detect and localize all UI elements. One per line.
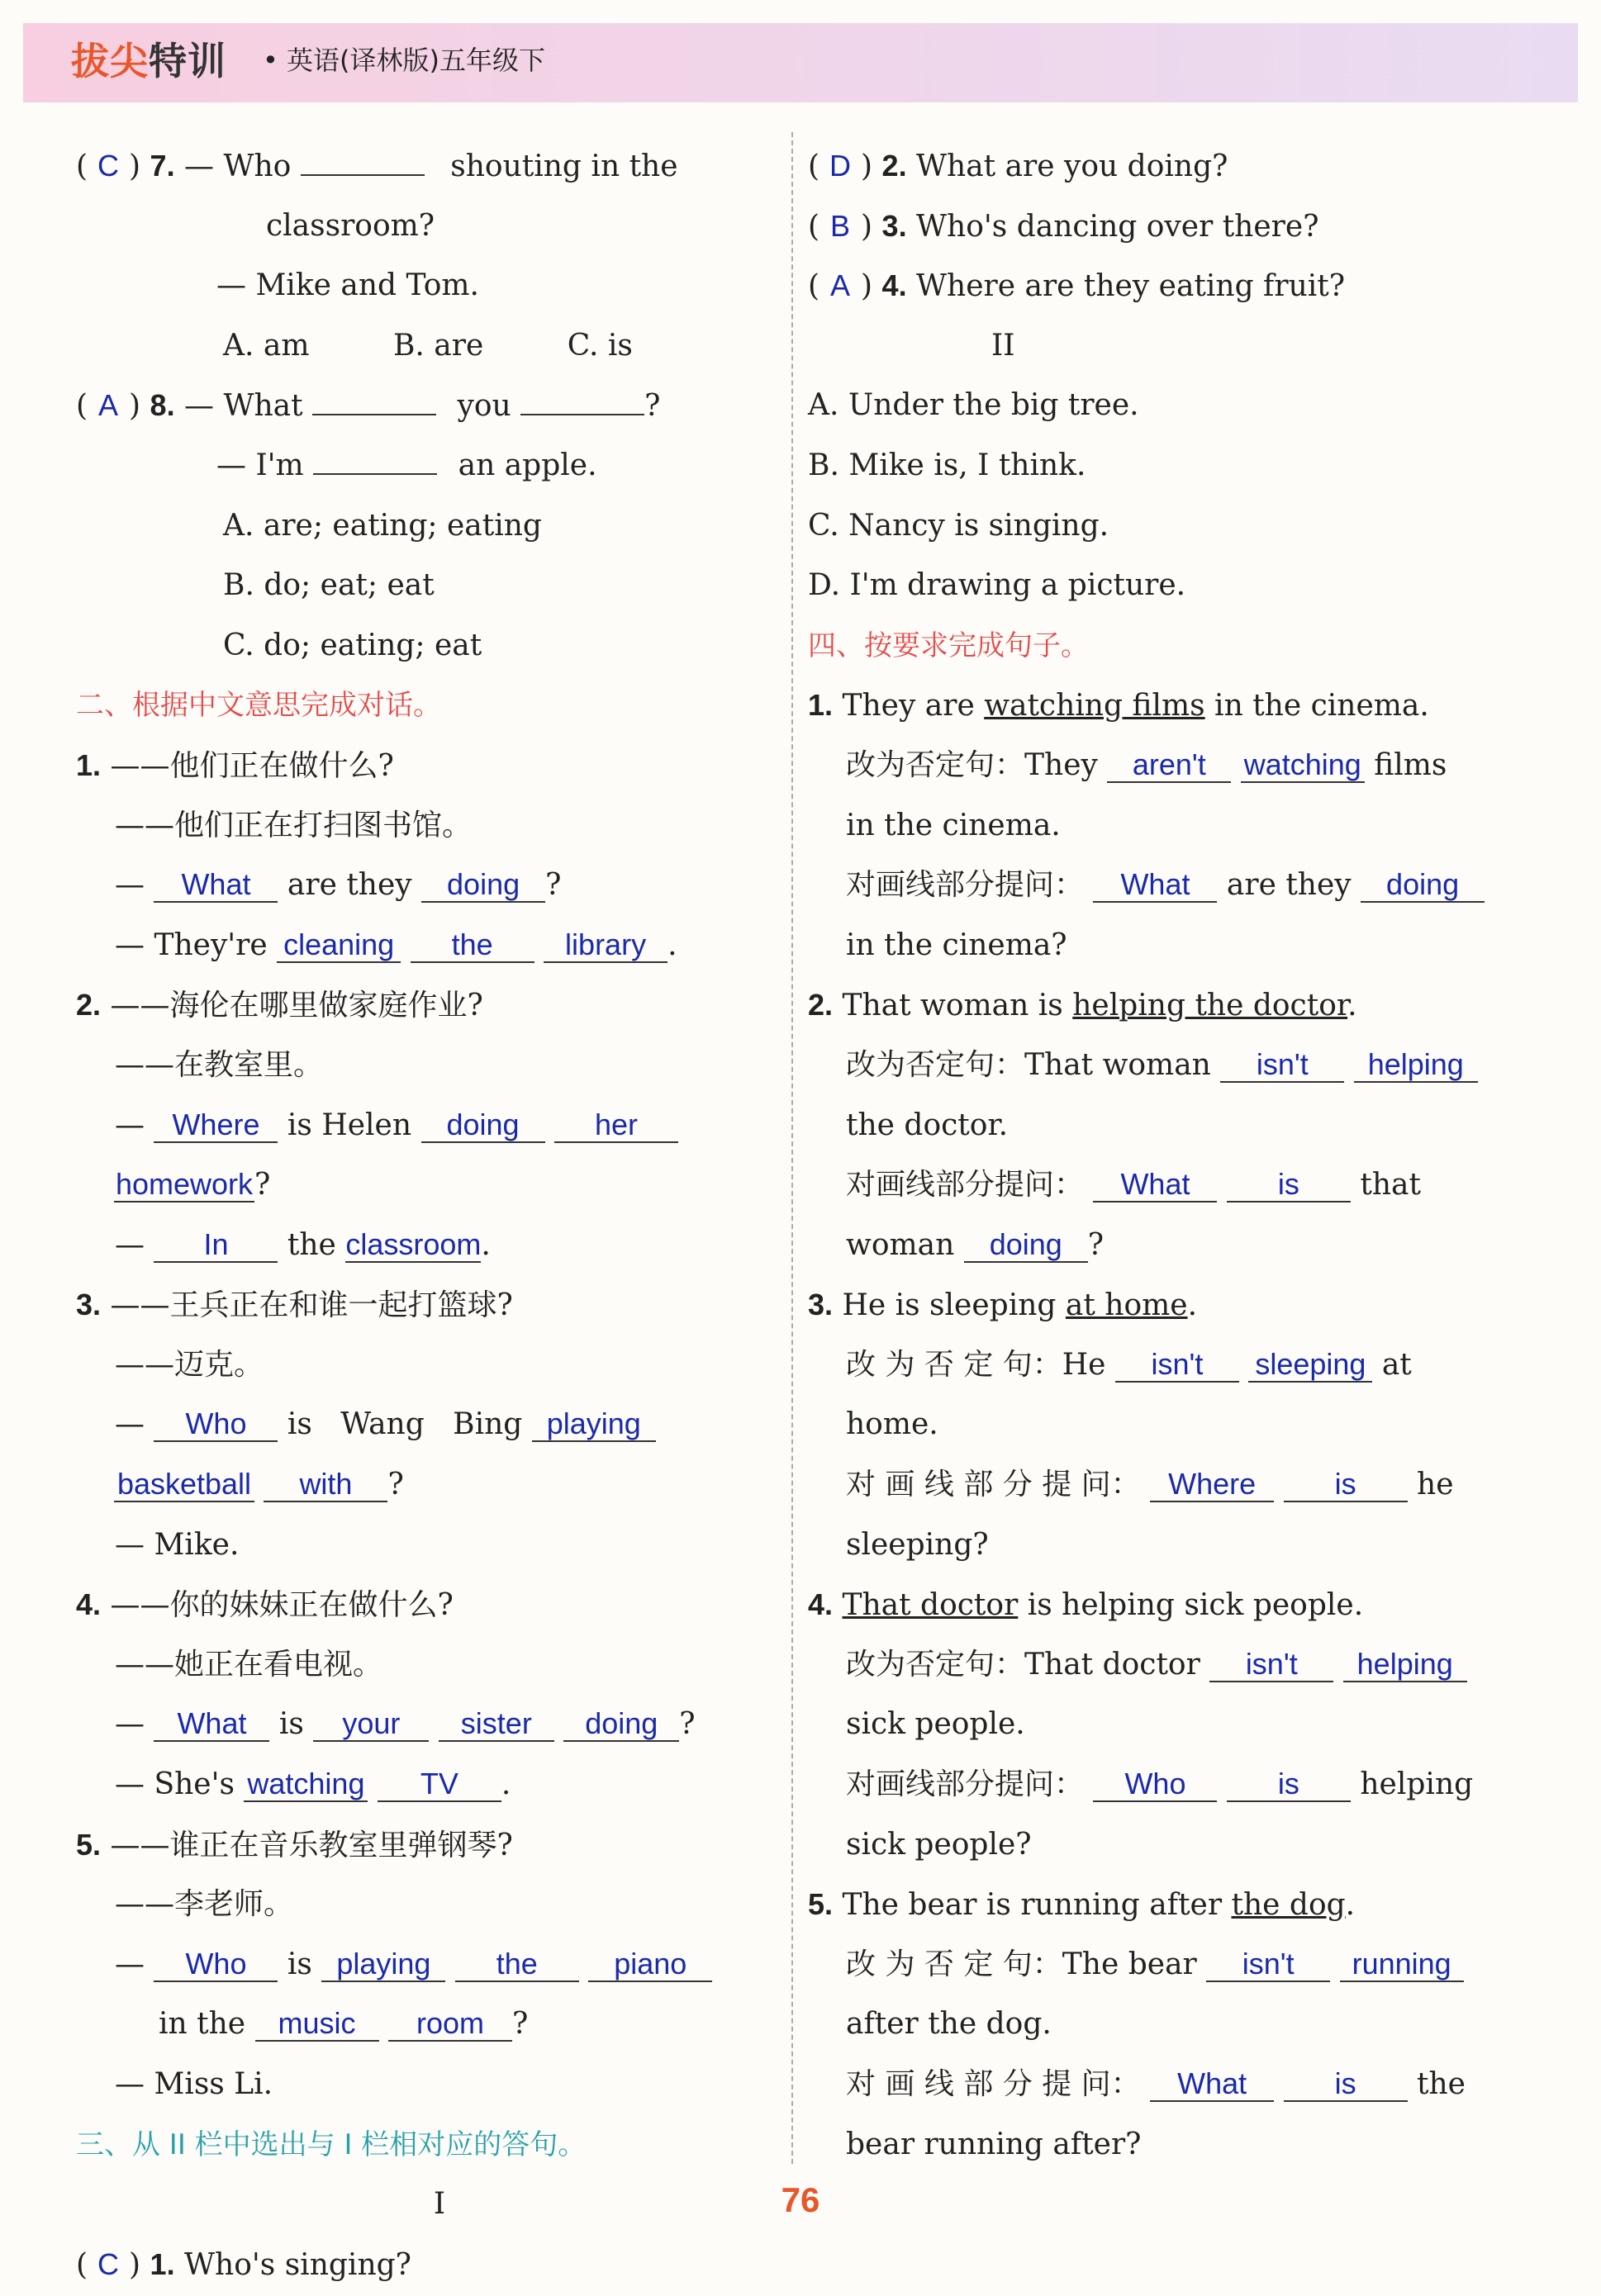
answer-blank[interactable]: What (1093, 868, 1217, 903)
answer-blank[interactable]: is (1284, 1468, 1408, 1502)
question-line (808, 1755, 1535, 1815)
dialogue-line: — In the classroom. (115, 1226, 491, 1262)
answer-blank[interactable]: the (411, 928, 534, 963)
sentence-text: after the dog. (846, 2007, 1052, 2042)
answer-blank[interactable] (312, 414, 436, 415)
dialogue-line (76, 1995, 803, 2055)
dialogue-text: in the (159, 2007, 246, 2042)
dialogue-text: — Miss Li. (115, 2067, 273, 2101)
question-text: shouting in the (450, 149, 678, 183)
dialogue-3 (76, 1275, 803, 1335)
answer-blank[interactable]: isn't (1220, 1048, 1344, 1083)
question-8: ( A ) 8. — What you ? (76, 376, 803, 436)
sentence-text: They are (842, 689, 985, 723)
match-3: ( B ) 3. Who's dancing over there? (808, 197, 1535, 257)
dialogue-text: ? (254, 1168, 271, 1203)
answer-blank[interactable]: cleaning (277, 928, 401, 963)
answer-blank[interactable]: helping (1343, 1648, 1467, 1682)
answer-blank[interactable] (301, 174, 425, 176)
instruction-text: 改 为 否 定 句：He (846, 1347, 1106, 1382)
sentence-3 (808, 1275, 1535, 1335)
sentence-text: . (1187, 1288, 1198, 1323)
sentence-text: the doctor. (846, 1108, 1009, 1142)
dialogue-line (76, 1455, 803, 1516)
answer-blank[interactable]: with (264, 1468, 387, 1502)
dialogue-2 (76, 975, 803, 1036)
options (76, 316, 803, 377)
answer-blank[interactable]: helping (1354, 1048, 1478, 1083)
question-text: an apple. (458, 448, 597, 482)
chinese-prompt: ——在教室里。 (115, 1047, 324, 1082)
sentence-text: He is sleeping (842, 1288, 1066, 1323)
instruction-text: 改为否定句：They (846, 747, 1098, 782)
answer-blank[interactable]: Where (1150, 1468, 1274, 1502)
dialogue-text: are they (287, 868, 412, 903)
underlined-text: helping the doctor (1072, 989, 1348, 1023)
sentence-4 (808, 1575, 1535, 1635)
question-number: 4. (76, 1587, 102, 1622)
page-header (23, 23, 1578, 102)
sentence-text: ? (1087, 1227, 1105, 1262)
dialogue-line (76, 916, 803, 976)
chinese-prompt: ——谁正在音乐教室里弹钢琴? (110, 1828, 513, 1862)
brand-a: 拔尖 (71, 39, 149, 83)
sentence-text: films (1374, 747, 1447, 782)
dialogue-text: is (278, 1707, 304, 1742)
question-text: — I'm (216, 448, 304, 482)
chinese-prompt: ——她正在看电视。 (115, 1647, 383, 1682)
answer-blank[interactable]: room (388, 2007, 512, 2042)
answer-blank[interactable]: Who (1093, 1767, 1217, 1802)
underlined-text: at home (1065, 1288, 1188, 1323)
sentence-text: sleeping? (846, 1527, 989, 1562)
answer-blank[interactable]: isn't (1115, 1348, 1239, 1383)
negative-line (808, 1335, 1535, 1396)
answer-blank[interactable]: playing (321, 1947, 445, 1982)
question-text: What are you doing? (916, 149, 1228, 183)
dialogue-text: . (481, 1227, 491, 1262)
negative-line (808, 1036, 1535, 1096)
question-text (76, 436, 803, 496)
answer-blank[interactable]: is (1227, 1168, 1351, 1203)
negative-line (808, 736, 1535, 796)
question-number: 5. (808, 1887, 834, 1922)
dialogue-text: is Helen (287, 1108, 412, 1142)
sentence-text: in the cinema. (1204, 689, 1429, 723)
dialogue-text: ? (679, 1707, 696, 1742)
sentence-text: the (1417, 2067, 1466, 2101)
answer-blank[interactable]: sister (439, 1707, 554, 1742)
question-text: ? (644, 389, 661, 424)
instruction-text: 对 画 线 部 分 提 问： (846, 2067, 1141, 2101)
sentence-text: sick people. (846, 1707, 1025, 1742)
answer-blank[interactable]: is (1227, 1767, 1351, 1802)
answer-choice: A (98, 388, 119, 423)
question-number: 3. (881, 208, 907, 243)
question-number: 8. (150, 388, 175, 423)
dialogue-line: — What are they doing ? (115, 867, 562, 903)
dialogue-line: — Where is Helen doing her (76, 1096, 803, 1156)
sentence-2 (808, 975, 1535, 1036)
answer-blank[interactable]: isn't (1209, 1648, 1333, 1682)
sentence-text: is helping sick people. (1018, 1588, 1364, 1623)
sentence-text: in the cinema? (846, 927, 1067, 962)
answer-blank[interactable]: watching (244, 1767, 368, 1802)
question-line (808, 1155, 1535, 1216)
answer-choice: A (830, 268, 851, 303)
question-number: 1. (76, 747, 102, 782)
answer-choice: C (97, 2246, 120, 2281)
question-number: 2. (76, 988, 102, 1022)
dialogue-line (76, 1755, 803, 1815)
question-text: you (457, 389, 511, 424)
answer-blank[interactable]: What (1093, 1168, 1217, 1203)
answer-blank[interactable] (520, 414, 644, 415)
option-a: A. Under the big tree. (808, 388, 1139, 423)
instruction-text: 对画线部分提问： (846, 1767, 1085, 1802)
match-1: ( C ) 1. Who's singing? (76, 2235, 803, 2295)
option-a: A. are; eating; eating (223, 508, 542, 543)
sentence-1 (808, 676, 1535, 736)
section-title-4: 四、按要求完成句子。 (808, 629, 1089, 662)
question-number: 5. (76, 1827, 102, 1862)
sentence-5 (808, 1875, 1535, 1935)
chinese-prompt: ——他们正在做什么? (110, 748, 394, 783)
answer-choice: D (829, 149, 852, 183)
question-number: 2. (881, 149, 907, 183)
answer-blank[interactable]: the (455, 1947, 579, 1982)
sentence-text: helping (1360, 1767, 1474, 1802)
question-number: 3. (76, 1288, 102, 1322)
book-subtitle: • 英语(译林版)五年级下 (263, 45, 546, 76)
match-2: ( D ) 2. What are you doing? (808, 136, 1535, 197)
instruction-text: 改 为 否 定 句：The bear (846, 1947, 1197, 1981)
dialogue-text: — She's (115, 1767, 235, 1802)
question-text: — What (184, 389, 303, 424)
question-line (808, 856, 1535, 916)
chinese-prompt: ——迈克。 (115, 1347, 264, 1382)
answer-blank[interactable]: playing (532, 1407, 656, 1442)
question-text: classroom? (266, 208, 435, 243)
answer-blank[interactable]: piano (588, 1947, 712, 1982)
instruction-text: 改为否定句：That doctor (846, 1647, 1200, 1682)
sentence-text: That woman is (842, 989, 1073, 1023)
question-number: 1. (808, 688, 834, 723)
dialogue-text: is Wang Bing (287, 1407, 523, 1442)
chinese-prompt: ——海伦在哪里做家庭作业? (110, 989, 483, 1023)
answer-blank[interactable]: What (154, 1707, 269, 1742)
dialogue-5 (76, 1815, 803, 1876)
dialogue-text: ? (512, 2007, 529, 2042)
dialogue-line: — Who is Wang Bing playing (76, 1395, 803, 1455)
answer-blank[interactable]: music (255, 2007, 379, 2042)
underlined-text: watching films (984, 689, 1205, 723)
answer-blank[interactable]: library (544, 928, 667, 963)
sentence-text: in the cinema. (846, 808, 1061, 842)
sentence-text: home. (846, 1407, 938, 1442)
answer-blank[interactable]: doing (563, 1707, 679, 1742)
dialogue-text: — Mike. (115, 1527, 240, 1562)
dialogue-line: — What is your sister doing ? (115, 1706, 696, 1742)
answer-blank[interactable]: aren't (1107, 748, 1231, 783)
sentence-text: bear running after? (846, 2127, 1142, 2161)
answer-blank[interactable]: classroom (345, 1226, 482, 1261)
chinese-prompt: ——你的妹妹正在做什么? (110, 1588, 454, 1623)
dialogue-line: — Who is playing the piano (76, 1935, 803, 1995)
answer-blank[interactable]: sleeping (1248, 1348, 1372, 1383)
option-b: B. are (392, 328, 484, 363)
dialogue-text: — They're (115, 927, 268, 962)
sentence-text: are they (1226, 868, 1352, 903)
dialogue-text: ? (387, 1468, 404, 1502)
option-d: D. I'm drawing a picture. (808, 568, 1186, 603)
answer-blank[interactable]: doing (964, 1228, 1088, 1263)
dialogue-text: . (667, 927, 677, 962)
answer-blank[interactable]: her (554, 1108, 678, 1143)
answer-choice: C (97, 149, 120, 183)
column-label-2: II (991, 328, 1015, 363)
answer-blank[interactable]: your (313, 1707, 429, 1742)
option-b: B. do; eat; eat (223, 568, 435, 603)
answer-blank[interactable]: is (1284, 2067, 1408, 2102)
option-b: B. Mike is, I think. (808, 448, 1086, 482)
answer-blank[interactable]: doing (421, 1108, 545, 1143)
answer-blank[interactable]: TV (378, 1767, 501, 1802)
underlined-text: the dog (1231, 1888, 1346, 1923)
question-text: — Mike and Tom. (216, 268, 479, 303)
chinese-prompt: ——他们正在打扫图书馆。 (115, 808, 473, 842)
question-number: 3. (808, 1288, 834, 1322)
answer-blank[interactable]: In (154, 1228, 278, 1263)
sentence-text: . (1345, 1888, 1356, 1923)
dialogue-1 (76, 736, 803, 796)
answer-blank[interactable]: What (154, 868, 278, 903)
answer-blank[interactable]: homework (115, 1167, 254, 1202)
answer-blank[interactable]: Where (154, 1108, 278, 1143)
chinese-prompt: ——李老师。 (115, 1887, 294, 1922)
question-number: 4. (808, 1587, 834, 1622)
section-title-3: 三、从 II 栏中选出与 I 栏相对应的答句。 (76, 2128, 587, 2161)
underlined-text: That doctor (842, 1588, 1019, 1623)
answer-blank[interactable]: Who (154, 1947, 278, 1982)
question-line (808, 1455, 1535, 1516)
question-number: 7. (150, 149, 175, 183)
sentence-text: that (1360, 1168, 1421, 1203)
answer-blank[interactable]: basketball (114, 1468, 254, 1502)
sentence-text: at (1381, 1347, 1412, 1382)
sentence-text: . (1347, 989, 1357, 1023)
answer-blank[interactable]: doing (421, 868, 545, 903)
question-line (808, 1216, 1535, 1276)
answer-blank[interactable]: doing (1361, 868, 1485, 903)
left-column (76, 136, 803, 2294)
column-label-1: I (433, 2187, 446, 2222)
negative-line (808, 1935, 1535, 1995)
option-c: C. is (567, 328, 633, 363)
sentence-text: sick people? (846, 1827, 1032, 1862)
dialogue-text: ? (545, 868, 562, 903)
sentence-text: woman (846, 1227, 955, 1262)
question-text: Who's singing? (184, 2247, 411, 2282)
instruction-text: 改为否定句：That woman (846, 1047, 1211, 1082)
sentence-text: The bear is running after (842, 1888, 1232, 1923)
chinese-prompt: ——王兵正在和谁一起打篮球? (110, 1288, 513, 1323)
section-title-2: 二、根据中文意思完成对话。 (76, 689, 441, 723)
question-text: Where are they eating fruit? (916, 269, 1346, 304)
answer-blank[interactable] (313, 473, 437, 475)
question-text: Who's dancing over there? (916, 209, 1319, 244)
dialogue-4 (76, 1575, 803, 1635)
instruction-text: 对画线部分提问： (846, 868, 1085, 903)
answer-blank[interactable]: Who (154, 1407, 278, 1442)
question-number: 2. (808, 988, 834, 1022)
brand-b: 特训 (149, 39, 226, 83)
instruction-text: 对 画 线 部 分 提 问： (846, 1468, 1141, 1502)
sentence-text: he (1417, 1468, 1454, 1502)
instruction-text: 对画线部分提问： (846, 1168, 1085, 1203)
match-4: ( A ) 4. Where are they eating fruit? (808, 256, 1535, 316)
dialogue-text: is (287, 1947, 312, 1981)
option-c: C. do; eating; eat (223, 628, 482, 662)
page-number: 76 (781, 2180, 820, 2219)
question-line (808, 2055, 1535, 2115)
question-7: ( C ) 7. — Who shouting in the (76, 136, 803, 197)
answer-blank[interactable]: watching (1241, 748, 1365, 783)
brand-logo (71, 31, 226, 86)
question-number: 1. (150, 2246, 175, 2281)
question-text: — Who (184, 149, 292, 183)
answer-choice: B (830, 208, 851, 243)
answer-blank[interactable]: isn't (1206, 1947, 1330, 1982)
question-number: 4. (881, 268, 907, 303)
dialogue-text: the (287, 1227, 336, 1262)
answer-blank[interactable]: What (1150, 2067, 1274, 2102)
dialogue-text: . (501, 1767, 511, 1802)
right-column (808, 136, 1535, 2175)
option-c: C. Nancy is singing. (808, 508, 1109, 543)
answer-blank[interactable]: running (1340, 1947, 1464, 1982)
negative-line (808, 1635, 1535, 1696)
option-a: A. am (223, 328, 310, 363)
dialogue-line (76, 1155, 803, 1216)
